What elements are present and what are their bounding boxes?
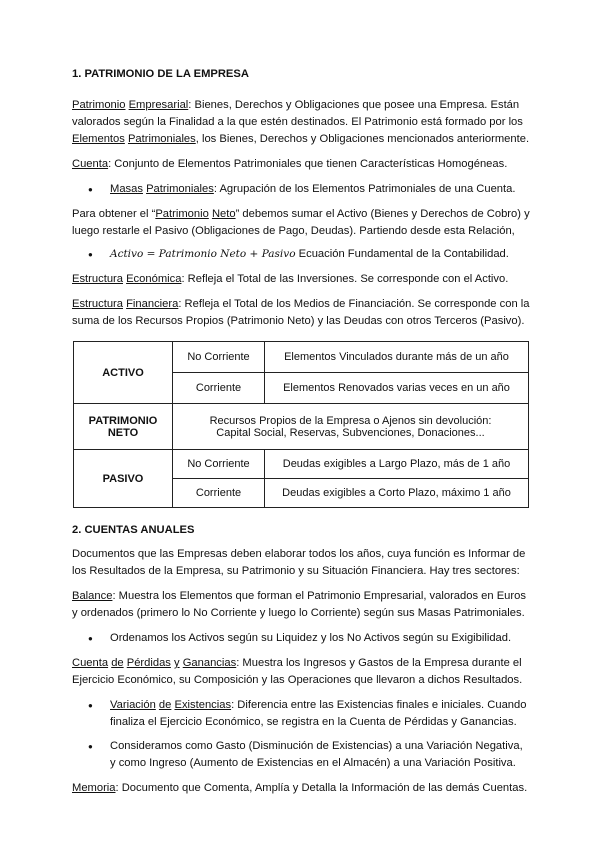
term: Cuenta [72,158,109,170]
estructura-economica-paragraph: Estructura Económica: Refleja el Total de las Inversiones. Se corresponde con el Activo. [72,273,509,285]
definition: : Bienes, Derechos y Obligaciones que posee una Empresa. Están valorados según la Finalidad a la que estén destinados. El Patrimonio está formado por los [72,99,523,128]
patrimonio-neto-paragraph: Para obtener el “Patrimonio Neto” debemos sumar el Activo (Bienes y Derechos de Cobro) y luego restarle el Pasivo (Obligaciones de Pago, Deudas). Partiendo desde esta Relación, [72,208,530,237]
section-1-title: 1. PATRIMONIO DE LA EMPRESA [72,68,249,80]
section-2-title: 2. CUENTAS ANUALES [72,524,195,536]
document-page [72,66,530,797]
patrimonio-empresarial-paragraph [72,97,530,148]
list-item: ● Ordenamos los Activos según su Liquidez y los No Activos según su Exigibilidad. [110,630,530,647]
bullet-list [72,181,530,198]
table-cell: Deudas exigibles a Largo Plazo, más de 1 año [265,450,529,479]
balance-paragraph: Balance: Muestra los Elementos que forman el Patrimonio Empresarial, valorados en Euros y ordenados (primero lo No Corriente y luego lo Corriente) según sus Masas Patrimoniales. [72,590,526,619]
table-row [74,450,529,479]
cuenta-paragraph [72,156,530,173]
term: Patrimonio [72,99,126,111]
table-cell: Corriente [173,479,265,508]
term: Patrimoniales [127,133,196,145]
table-cell: Corriente [173,373,265,404]
list-item: ● Masas Patrimoniales: Agrupación de los Elementos Patrimoniales de una Cuenta. [110,181,530,198]
table-cell: Deudas exigibles a Corto Plazo, máximo 1 año [265,479,529,508]
bullet-list [72,630,530,647]
term: Elementos [72,133,125,145]
table-row [74,342,529,373]
table-cell: No Corriente [173,450,265,479]
term: Empresarial [128,99,189,111]
table-cell: Elementos Renovados varias veces en un año [265,373,529,404]
estructura-financiera-paragraph: Estructura Financiera: Refleja el Total de los Medios de Financiación. Se corresponde con la suma de los Recursos Propios (Patrimonio Neto) y las Deudas con otros Terceros (Pasivo). [72,298,530,327]
patrimonio-neto-label: PATRIMONIO NETO [74,404,173,450]
list-item: ● Activo = Patrimonio Neto + Pasivo Ecuación Fundamental de la Contabilidad. [110,246,530,263]
activo-label: ACTIVO [74,342,173,404]
pasivo-label: PASIVO [74,450,173,508]
bullet-list [72,246,530,263]
equation: Activo = Patrimonio Neto + Pasivo [110,248,296,260]
table-cell: Elementos Vinculados durante más de un año [265,342,529,373]
list-item: ● Variación de Existencias: Diferencia entre las Existencias finales e iniciales. Cuando finaliza el Ejercicio Económico, se registra en la Cuenta de Pérdidas y Ganancias. [110,697,530,731]
table-row [74,404,529,450]
definition: : Conjunto de Elementos Patrimoniales que tienen Características Homogéneas. [108,158,508,170]
definition: , los Bienes, Derechos y Obligaciones mencionados anteriormente. [195,133,530,145]
table-cell: No Corriente [173,342,265,373]
memoria-paragraph: Memoria: Documento que Comenta, Amplía y Detalla la Información de las demás Cuentas. [72,782,528,794]
cuentas-anuales-paragraph: Documentos que las Empresas deben elaborar todos los años, cuya función es Informar de los Resultados de la Empresa, su Patrimonio y su Situación Financiera. Hay tres sectores: [72,548,526,577]
table-cell: Recursos Propios de la Empresa o Ajenos sin devolución: Capital Social, Reservas, Subvenciones, Donaciones... [173,404,529,450]
balance-table [73,341,529,508]
perdidas-ganancias-paragraph: Cuenta de Pérdidas y Ganancias: Muestra los Ingresos y Gastos de la Empresa durante el Ejercicio Económico, su Composición y las Operaciones que llevaron a dichos Resultados. [72,657,523,686]
bullet-list [72,697,530,772]
list-item: ● Consideramos como Gasto (Disminución de Existencias) a una Variación Negativa, y como Ingreso (Aumento de Existencias en el Almacén) a una Variación Positiva. [110,738,530,772]
